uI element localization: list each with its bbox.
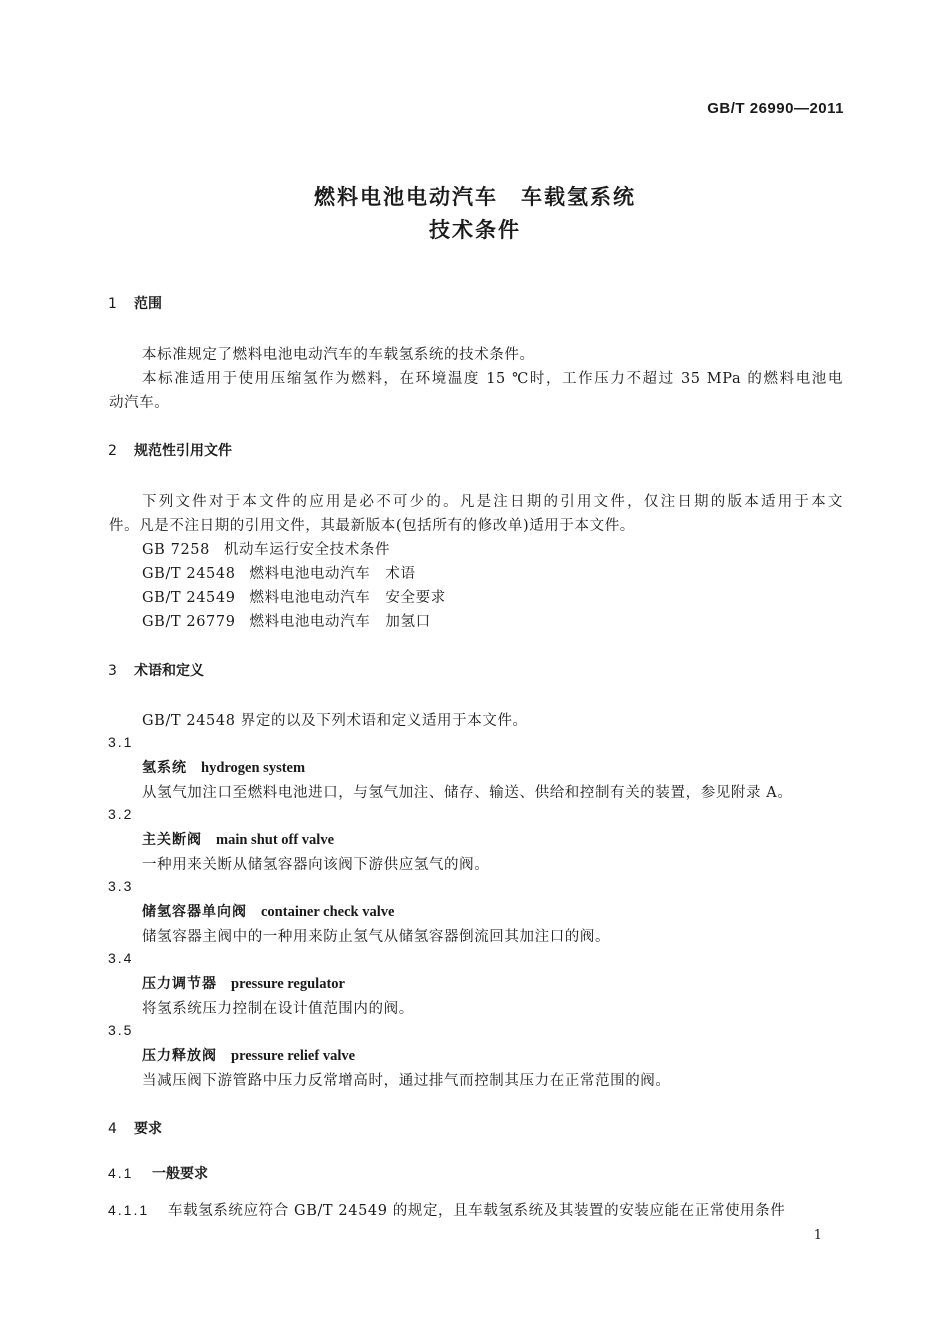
term-definition: 一种用来关断从储氢容器向该阀下游供应氢气的阀。: [142, 857, 490, 873]
section-1-heading: [108, 293, 162, 313]
page-number: 1: [813, 1228, 822, 1243]
term-title: [142, 829, 334, 849]
document-title-line1: 燃料电池电动汽车 车载氢系统: [314, 185, 636, 209]
section-title: 范围: [134, 296, 162, 312]
section-number: 4: [108, 1121, 117, 1137]
reference-name: 燃料电池电动汽车 加氢口: [249, 614, 431, 630]
term-chinese: 氢系统: [142, 760, 187, 776]
section-4-heading: [108, 1118, 162, 1138]
term-chinese: 储氢容器单向阀: [142, 904, 247, 920]
term-number: 3.5: [108, 1022, 134, 1038]
section-title: 术语和定义: [134, 663, 204, 679]
reference-code: GB/T 26779: [142, 614, 236, 630]
section-1-paragraph-2-line-1: [109, 367, 843, 388]
term-definition: 从氢气加注口至燃料电池进口，与氢气加注、储存、输送、供给和控制有关的装置，参见附录 A。: [142, 785, 793, 801]
term-english: pressure relief valve: [231, 1048, 356, 1064]
term-title: [142, 1045, 355, 1065]
reference-item: [142, 562, 416, 583]
paragraph-text: 下列文件对于本文件的应用是必不可少的。凡是注日期的引用文件，仅注日期的版本适用于本文: [142, 494, 843, 510]
clause-text: 车载氢系统应符合 GB/T 24549 的规定，且车载氢系统及其装置的安装应能在正常使用条件: [168, 1203, 786, 1219]
term-number: 3.4: [108, 950, 134, 966]
term-chinese: 压力调节器: [142, 976, 217, 992]
section-title: 规范性引用文件: [134, 443, 232, 459]
term-chinese: 主关断阀: [142, 832, 202, 848]
term-english: main shut off valve: [216, 832, 335, 848]
reference-item: [142, 610, 431, 631]
section-1-paragraph-2-line-2: 动汽车。: [109, 395, 170, 411]
clause-number: 4.1.1: [108, 1202, 150, 1218]
clause-4-1-1: [108, 1199, 785, 1220]
term-definition: 将氢系统压力控制在设计值范围内的阀。: [142, 1001, 414, 1017]
section-number: 3: [108, 663, 117, 679]
term-title: [142, 757, 305, 777]
reference-code: GB 7258: [142, 542, 210, 558]
subsection-title: 一般要求: [152, 1166, 208, 1182]
section-2-heading: [108, 440, 232, 460]
reference-code: GB/T 24549: [142, 590, 236, 606]
standard-code: GB/T 26990—2011: [707, 100, 844, 117]
section-title: 要求: [134, 1121, 162, 1137]
term-definition: 储氢容器主阀中的一种用来防止氢气从储氢容器倒流回其加注口的阀。: [142, 929, 611, 945]
term-number: 3.1: [108, 734, 134, 750]
subsection-number: 4.1: [108, 1165, 134, 1181]
reference-name: 燃料电池电动汽车 安全要求: [249, 590, 446, 606]
term-number: 3.2: [108, 806, 134, 822]
reference-name: 燃料电池电动汽车 术语: [249, 566, 416, 582]
term-number: 3.3: [108, 878, 134, 894]
reference-name: 机动车运行安全技术条件: [223, 542, 391, 558]
reference-code: GB/T 24548: [142, 566, 236, 582]
section-2-paragraph-line-1: [109, 490, 843, 511]
section-1-paragraph-1: 本标准规定了燃料电池电动汽车的车载氢系统的技术条件。: [142, 347, 535, 363]
term-title: [142, 973, 345, 993]
section-3-heading: [108, 660, 204, 680]
term-definition: 当减压阀下游管路中压力反常增高时，通过排气而控制其压力在正常范围的阀。: [142, 1073, 671, 1089]
subsection-4-1-heading: [108, 1163, 208, 1183]
term-chinese: 压力释放阀: [142, 1048, 217, 1064]
section-3-intro: GB/T 24548 界定的以及下列术语和定义适用于本文件。: [142, 713, 528, 729]
section-number: 2: [108, 443, 117, 459]
term-english: container check valve: [261, 904, 395, 920]
reference-item: [142, 586, 446, 607]
term-english: pressure regulator: [231, 976, 345, 992]
reference-item: [142, 538, 390, 559]
document-title-line2: 技术条件: [429, 218, 521, 242]
paragraph-text: 本标准适用于使用压缩氢作为燃料，在环境温度 15 ℃时，工作压力不超过 35 MPa 的燃料电池电: [142, 371, 843, 387]
section-2-paragraph-line-2: 件。凡是不注日期的引用文件，其最新版本(包括所有的修改单)适用于本文件。: [109, 518, 635, 534]
section-number: 1: [108, 296, 117, 312]
term-english: hydrogen system: [201, 760, 306, 776]
term-title: [142, 901, 394, 921]
